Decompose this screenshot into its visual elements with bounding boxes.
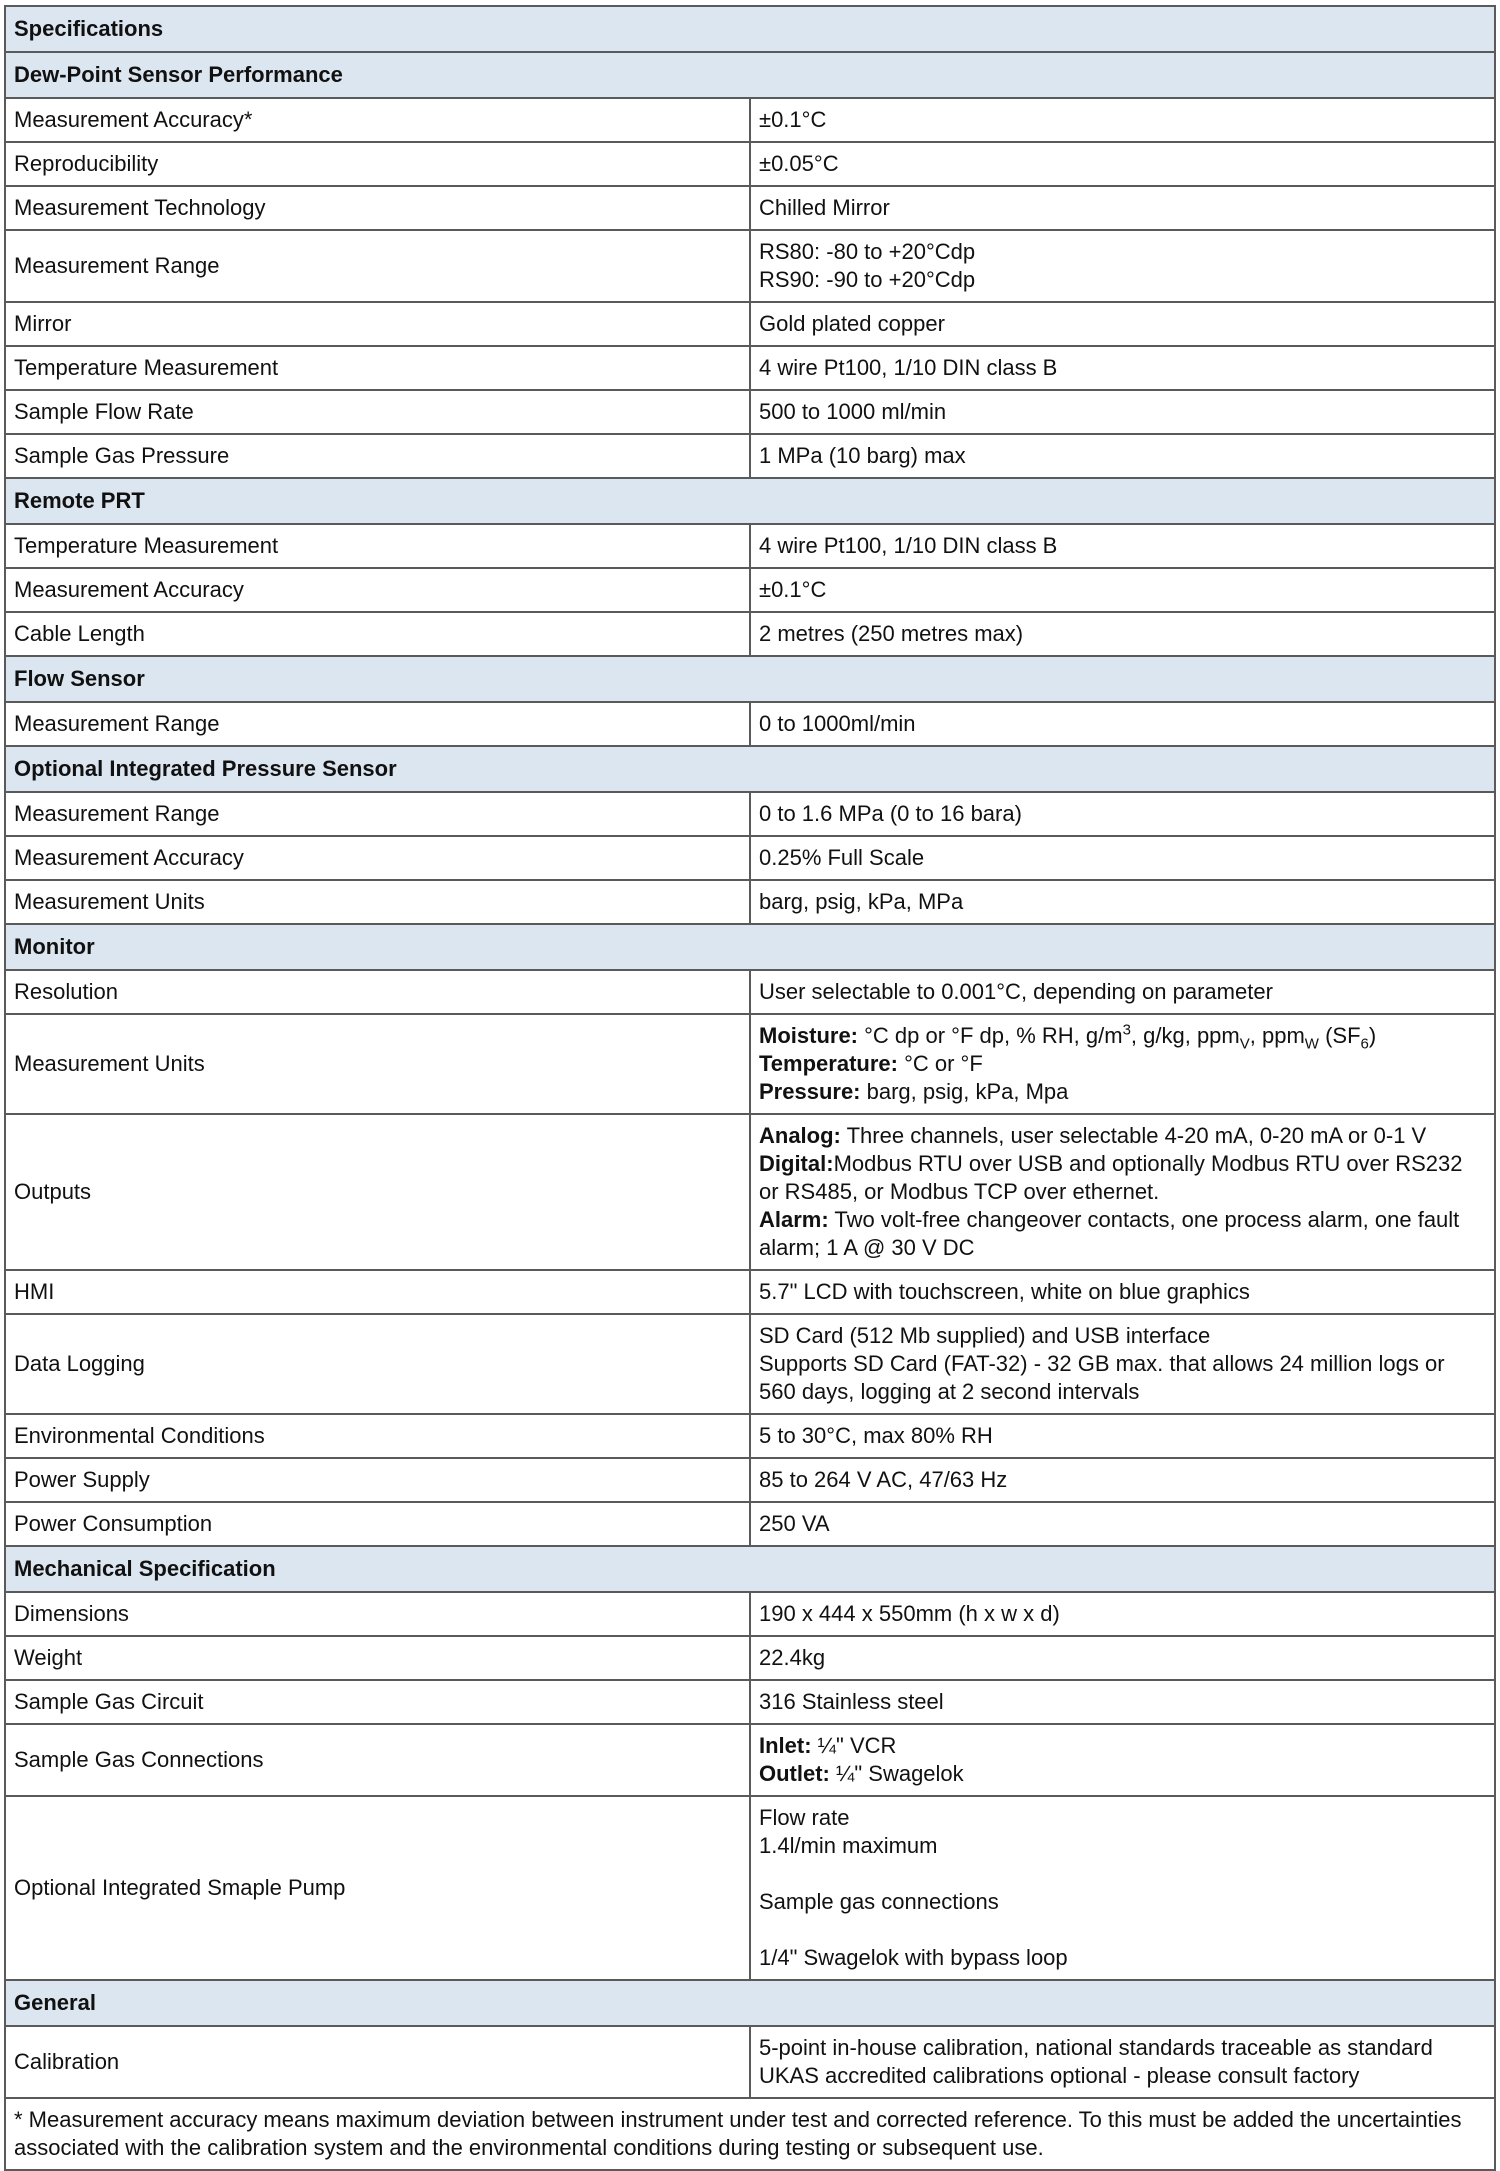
spacer (759, 1860, 1486, 1888)
row-label: Data Logging (5, 1314, 750, 1414)
row-label: Sample Gas Pressure (5, 434, 750, 478)
alarm-key: Alarm: (759, 1207, 829, 1232)
outlet-text: ¼" Swagelok (829, 1761, 964, 1786)
value-line: Sample gas connections (759, 1889, 999, 1914)
table-row (5, 1502, 1495, 1546)
section-heading: Monitor (5, 924, 1495, 970)
digital-key: Digital: (759, 1151, 834, 1176)
row-label: Measurement Range (5, 702, 750, 746)
table-row (5, 186, 1495, 230)
analog-line (759, 1122, 1486, 1150)
table-row (5, 302, 1495, 346)
value-line: RS90: -90 to +20°Cdp (759, 267, 976, 292)
table-row (5, 792, 1495, 836)
row-label: Mirror (5, 302, 750, 346)
table-title: Specifications (5, 6, 1495, 52)
table-row (5, 230, 1495, 302)
table-row (5, 880, 1495, 924)
moisture-text: (SF (1318, 1023, 1361, 1048)
moisture-text: °C dp or °F dp, % RH, g/m (858, 1023, 1123, 1048)
outlet-key: Outlet: (759, 1761, 830, 1786)
alarm-line (759, 1206, 1486, 1262)
section-header-mechanical (5, 1546, 1495, 1592)
row-value: 0 to 1.6 MPa (0 to 16 bara) (750, 792, 1495, 836)
row-value (750, 1014, 1495, 1114)
row-label: Reproducibility (5, 142, 750, 186)
row-value (750, 1796, 1495, 1980)
row-value: User selectable to 0.001°C, depending on parameter (750, 970, 1495, 1014)
section-heading: Dew-Point Sensor Performance (5, 52, 1495, 98)
row-label: Resolution (5, 970, 750, 1014)
row-value: ±0.05°C (750, 142, 1495, 186)
table-row (5, 970, 1495, 1014)
temperature-text: °C or °F (897, 1051, 983, 1076)
value-line: UKAS accredited calibrations optional - please consult factory (759, 2063, 1360, 2088)
row-label: Measurement Units (5, 880, 750, 924)
subscript: 6 (1360, 1035, 1369, 1053)
table-row (5, 702, 1495, 746)
row-label: Optional Integrated Smaple Pump (5, 1796, 750, 1980)
moisture-key: Moisture: (759, 1023, 858, 1048)
row-value: ±0.1°C (750, 568, 1495, 612)
pressure-line (759, 1078, 1486, 1106)
row-label: Environmental Conditions (5, 1414, 750, 1458)
row-value: 5 to 30°C, max 80% RH (750, 1414, 1495, 1458)
row-value: 0.25% Full Scale (750, 836, 1495, 880)
table-row (5, 390, 1495, 434)
pressure-text: barg, psig, kPa, Mpa (860, 1079, 1069, 1104)
inlet-key: Inlet: (759, 1733, 812, 1758)
temperature-key: Temperature: (759, 1051, 898, 1076)
outlet-line (759, 1760, 1486, 1788)
moisture-text: , g/kg, ppm (1130, 1023, 1240, 1048)
row-label: Temperature Measurement (5, 346, 750, 390)
inlet-line (759, 1732, 1486, 1760)
row-label: Sample Gas Circuit (5, 1680, 750, 1724)
row-value: 250 VA (750, 1502, 1495, 1546)
row-label: Measurement Technology (5, 186, 750, 230)
value-line: 1.4l/min maximum (759, 1833, 938, 1858)
table-row (5, 836, 1495, 880)
table-row (5, 1592, 1495, 1636)
row-value: 316 Stainless steel (750, 1680, 1495, 1724)
row-value (750, 1314, 1495, 1414)
row-value: 4 wire Pt100, 1/10 DIN class B (750, 346, 1495, 390)
row-label: Dimensions (5, 1592, 750, 1636)
row-value: 0 to 1000ml/min (750, 702, 1495, 746)
value-line: SD Card (512 Mb supplied) and USB interface (759, 1323, 1211, 1348)
row-value: Chilled Mirror (750, 186, 1495, 230)
analog-text: Three channels, user selectable 4-20 mA, 0-20 mA or 0-1 V (840, 1123, 1427, 1148)
table-row (5, 1014, 1495, 1114)
value-line: 1/4" Swagelok with bypass loop (759, 1945, 1068, 1970)
row-value (750, 2026, 1495, 2098)
table-row (5, 1114, 1495, 1270)
moisture-line (759, 1021, 1486, 1053)
table-row (5, 98, 1495, 142)
moisture-text: ) (1368, 1023, 1377, 1048)
temperature-line (759, 1050, 1486, 1078)
row-value: 85 to 264 V AC, 47/63 Hz (750, 1458, 1495, 1502)
table-row (5, 1680, 1495, 1724)
row-label: HMI (5, 1270, 750, 1314)
digital-line (759, 1150, 1486, 1206)
table-row (5, 1314, 1495, 1414)
row-value (750, 1724, 1495, 1796)
table-row (5, 1724, 1495, 1796)
row-label: Temperature Measurement (5, 524, 750, 568)
table-row (5, 524, 1495, 568)
row-value: 500 to 1000 ml/min (750, 390, 1495, 434)
section-heading: Mechanical Specification (5, 1546, 1495, 1592)
table-row (5, 1458, 1495, 1502)
specifications-table (4, 5, 1496, 2171)
superscript: 3 (1122, 1021, 1131, 1039)
table-row (5, 346, 1495, 390)
section-heading: Optional Integrated Pressure Sensor (5, 746, 1495, 792)
row-value: Gold plated copper (750, 302, 1495, 346)
footnote-row (5, 2098, 1495, 2170)
row-label: Outputs (5, 1114, 750, 1270)
row-label: Power Consumption (5, 1502, 750, 1546)
row-label: Measurement Accuracy* (5, 98, 750, 142)
row-value: 2 metres (250 metres max) (750, 612, 1495, 656)
subscript: W (1304, 1035, 1319, 1053)
row-label: Measurement Range (5, 230, 750, 302)
row-label: Measurement Accuracy (5, 568, 750, 612)
row-value (750, 1114, 1495, 1270)
table-row (5, 142, 1495, 186)
row-value: 4 wire Pt100, 1/10 DIN class B (750, 524, 1495, 568)
alarm-text: Two volt-free changeover contacts, one process alarm, one fault alarm; 1 A @ 30 V DC (759, 1207, 1460, 1260)
table-row (5, 1414, 1495, 1458)
table-row (5, 1270, 1495, 1314)
spacer (759, 1916, 1486, 1944)
section-heading: Flow Sensor (5, 656, 1495, 702)
row-value: 5.7" LCD with touchscreen, white on blue graphics (750, 1270, 1495, 1314)
row-value: 1 MPa (10 barg) max (750, 434, 1495, 478)
row-value: ±0.1°C (750, 98, 1495, 142)
table-row (5, 612, 1495, 656)
footnote: * Measurement accuracy means maximum deviation between instrument under test and corrected reference. To this must be added the uncertainties associated with the calibration system and the environmental conditions during testing or subsequent use. (5, 2098, 1495, 2170)
section-heading: Remote PRT (5, 478, 1495, 524)
table-row (5, 434, 1495, 478)
row-label: Weight (5, 1636, 750, 1680)
table-row (5, 2026, 1495, 2098)
section-header-pressure-sensor (5, 746, 1495, 792)
table-row (5, 1796, 1495, 1980)
row-label: Power Supply (5, 1458, 750, 1502)
subscript: V (1239, 1035, 1250, 1053)
value-line: Flow rate (759, 1805, 850, 1830)
table-row (5, 1636, 1495, 1680)
value-line: Supports SD Card (FAT-32) - 32 GB max. that allows 24 million logs or 560 days, logging at 2 second intervals (759, 1351, 1445, 1404)
section-header-monitor (5, 924, 1495, 970)
row-label: Measurement Accuracy (5, 836, 750, 880)
section-header-general (5, 1980, 1495, 2026)
analog-key: Analog: (759, 1123, 841, 1148)
section-header-dewpoint (5, 52, 1495, 98)
row-label: Sample Flow Rate (5, 390, 750, 434)
section-heading: General (5, 1980, 1495, 2026)
section-header-remote-prt (5, 478, 1495, 524)
table-title-row (5, 6, 1495, 52)
row-label: Sample Gas Connections (5, 1724, 750, 1796)
row-label: Calibration (5, 2026, 750, 2098)
value-line: RS80: -80 to +20°Cdp (759, 239, 976, 264)
row-value: barg, psig, kPa, MPa (750, 880, 1495, 924)
inlet-text: ¼" VCR (811, 1733, 897, 1758)
row-label: Cable Length (5, 612, 750, 656)
section-header-flow-sensor (5, 656, 1495, 702)
row-value (750, 230, 1495, 302)
row-value: 22.4kg (750, 1636, 1495, 1680)
row-value: 190 x 444 x 550mm (h x w x d) (750, 1592, 1495, 1636)
moisture-text: , ppm (1249, 1023, 1305, 1048)
digital-text: Modbus RTU over USB and optionally Modbus RTU over RS232 or RS485, or Modbus TCP over ethernet. (759, 1151, 1463, 1204)
row-label: Measurement Units (5, 1014, 750, 1114)
pressure-key: Pressure: (759, 1079, 861, 1104)
table-row (5, 568, 1495, 612)
value-line: 5-point in-house calibration, national standards traceable as standard (759, 2035, 1433, 2060)
row-label: Measurement Range (5, 792, 750, 836)
